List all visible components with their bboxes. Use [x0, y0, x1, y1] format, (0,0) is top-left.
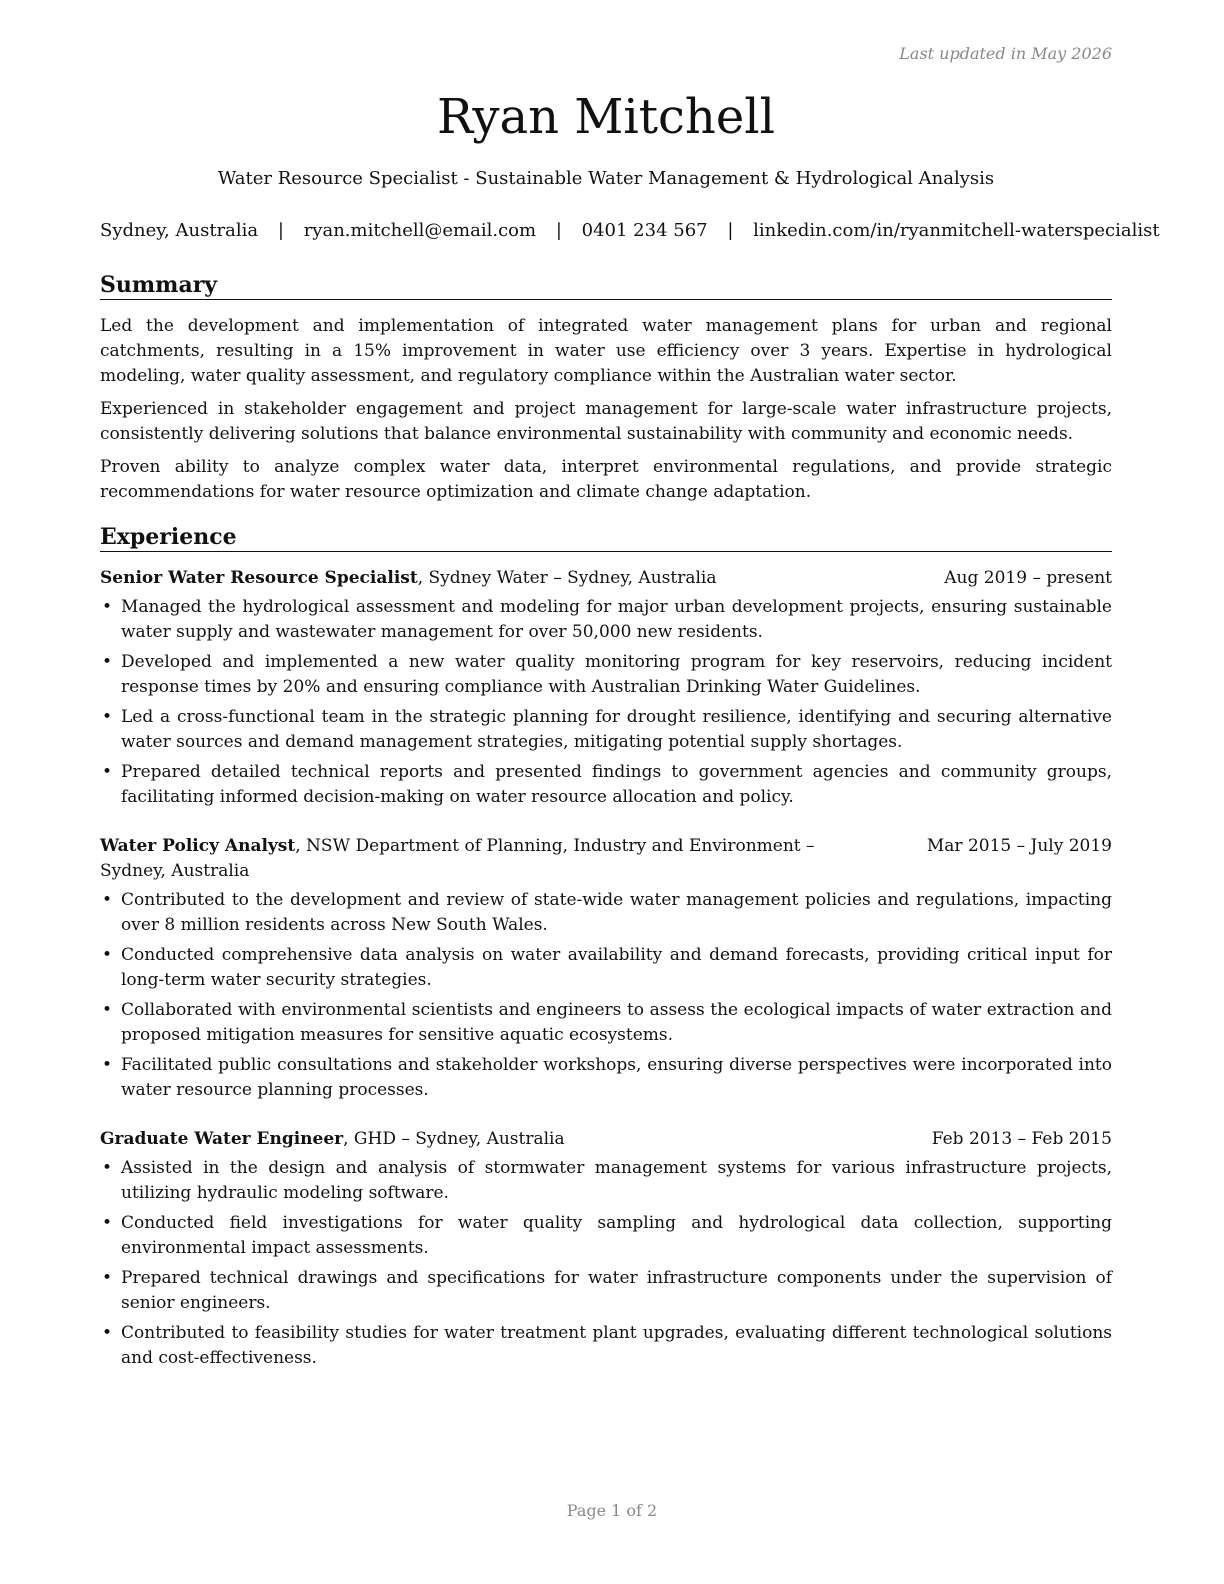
list-item: • Prepared technical drawings and specifications for water infrastructure components under the supervision of senior engineers. [102, 1268, 1112, 1313]
job-org: , GHD – Sydney, Australia [343, 1129, 565, 1149]
section-title-experience: Experience [100, 523, 1112, 552]
job-bullets [100, 595, 1112, 810]
list-item: • Led a cross-functional team in the strategic planning for drought resilience, identifying and securing alternative water sources and demand management strategies, mitigating potential supply shortages. [102, 707, 1112, 752]
job-bullets [100, 888, 1112, 1103]
list-item: • Contributed to the development and review of state-wide water management policies and regulations, impacting over 8 million residents across New South Wales. [102, 890, 1112, 935]
job-title: Graduate Water Engineer [100, 1129, 344, 1149]
bullet-icon: • [102, 1268, 113, 1288]
section-title-summary: Summary [100, 271, 1112, 300]
bullet-icon: • [102, 762, 113, 782]
list-item: • Contributed to feasibility studies for water treatment plant upgrades, evaluating different technological solutions and cost-effectiveness. [102, 1323, 1112, 1368]
bullet-icon: • [102, 1213, 113, 1233]
last-updated: Last updated in May 2026 [899, 44, 1112, 63]
summary-section [100, 271, 1112, 505]
job-entry [100, 566, 1112, 815]
contact-separator: | [555, 220, 562, 241]
contact-phone: 0401 234 567 [581, 220, 708, 241]
contact-line [100, 219, 1160, 243]
job-header [100, 566, 1112, 591]
list-item: • Facilitated public consultations and stakeholder workshops, ensuring diverse perspectives were incorporated into water resource planning processes. [102, 1055, 1112, 1100]
bullet-icon: • [102, 707, 113, 727]
job-entry [100, 834, 1112, 1108]
contact-linkedin[interactable]: linkedin.com/in/ryanmitchell-waterspecialist [753, 220, 1160, 241]
bullet-icon: • [102, 1323, 113, 1343]
page-number: Page 1 of 2 [566, 1501, 658, 1520]
contact-email[interactable]: ryan.mitchell@email.com [303, 220, 537, 241]
list-item: • Conducted field investigations for water quality sampling and hydrological data collection, supporting environmental impact assessments. [102, 1213, 1112, 1258]
list-item: • Conducted comprehensive data analysis on water availability and demand forecasts, providing critical input for long-term water security strategies. [102, 945, 1112, 990]
job-header [100, 1127, 1112, 1152]
list-item: • Managed the hydrological assessment and modeling for major urban development projects, ensuring sustainable water supply and wastewater management for over 50,000 new residents. [102, 597, 1112, 642]
bullet-icon: • [102, 890, 113, 910]
job-bullets [100, 1156, 1112, 1371]
job-header [100, 834, 1112, 884]
bullet-icon: • [102, 945, 113, 965]
job-org: , Sydney Water – Sydney, Australia [417, 568, 717, 588]
candidate-name: Ryan Mitchell [437, 89, 775, 145]
summary-paragraph: Proven ability to analyze complex water data, interpret environmental regulations, and provide strategic recommendations for water resource optimization and climate change adaptation. [100, 457, 1112, 502]
job-title: Water Policy Analyst [100, 836, 296, 856]
job-org: , NSW Department of Planning, Industry and Environment – Sydney, Australia [100, 836, 815, 881]
experience-section [100, 523, 1112, 552]
bullet-icon: • [102, 597, 113, 617]
bullet-icon: • [102, 652, 113, 672]
job-dates: Mar 2015 – July 2019 [926, 836, 1112, 856]
job-entry [100, 1127, 1112, 1376]
bullet-icon: • [102, 1000, 113, 1020]
summary-paragraph: Led the development and implementation of integrated water management plans for urban and regional catchments, resulting in a 15% improvement in water use efficiency over 3 years. Expertise in hydrological modeling, water quality assessment, and regulatory compliance within the Australian water sector. [100, 316, 1112, 386]
list-item: • Developed and implemented a new water quality monitoring program for key reservoirs, reducing incident response times by 20% and ensuring compliance with Australian Drinking Water Guidelines. [102, 652, 1112, 697]
job-dates: Feb 2013 – Feb 2015 [931, 1129, 1112, 1149]
job-title: Senior Water Resource Specialist [100, 568, 418, 588]
summary-paragraph: Experienced in stakeholder engagement and project management for large-scale water infrastructure projects, consistently delivering solutions that balance environmental sustainability with community and economic needs. [100, 399, 1112, 444]
bullet-icon: • [102, 1055, 113, 1075]
job-dates: Aug 2019 – present [944, 568, 1112, 588]
contact-separator: | [727, 220, 734, 241]
bullet-icon: • [102, 1158, 113, 1178]
list-item: • Assisted in the design and analysis of stormwater management systems for various infrastructure projects, utilizing hydraulic modeling software. [102, 1158, 1112, 1203]
list-item: • Prepared detailed technical reports and presented findings to government agencies and community groups, facilitating informed decision-making on water resource allocation and policy. [102, 762, 1112, 807]
headline: Water Resource Specialist - Sustainable Water Management & Hydrological Analysis [217, 168, 995, 189]
list-item: • Collaborated with environmental scientists and engineers to assess the ecological impacts of water extraction and proposed mitigation measures for sensitive aquatic ecosystems. [102, 1000, 1112, 1045]
contact-separator: | [277, 220, 284, 241]
contact-location: Sydney, Australia [100, 220, 259, 241]
